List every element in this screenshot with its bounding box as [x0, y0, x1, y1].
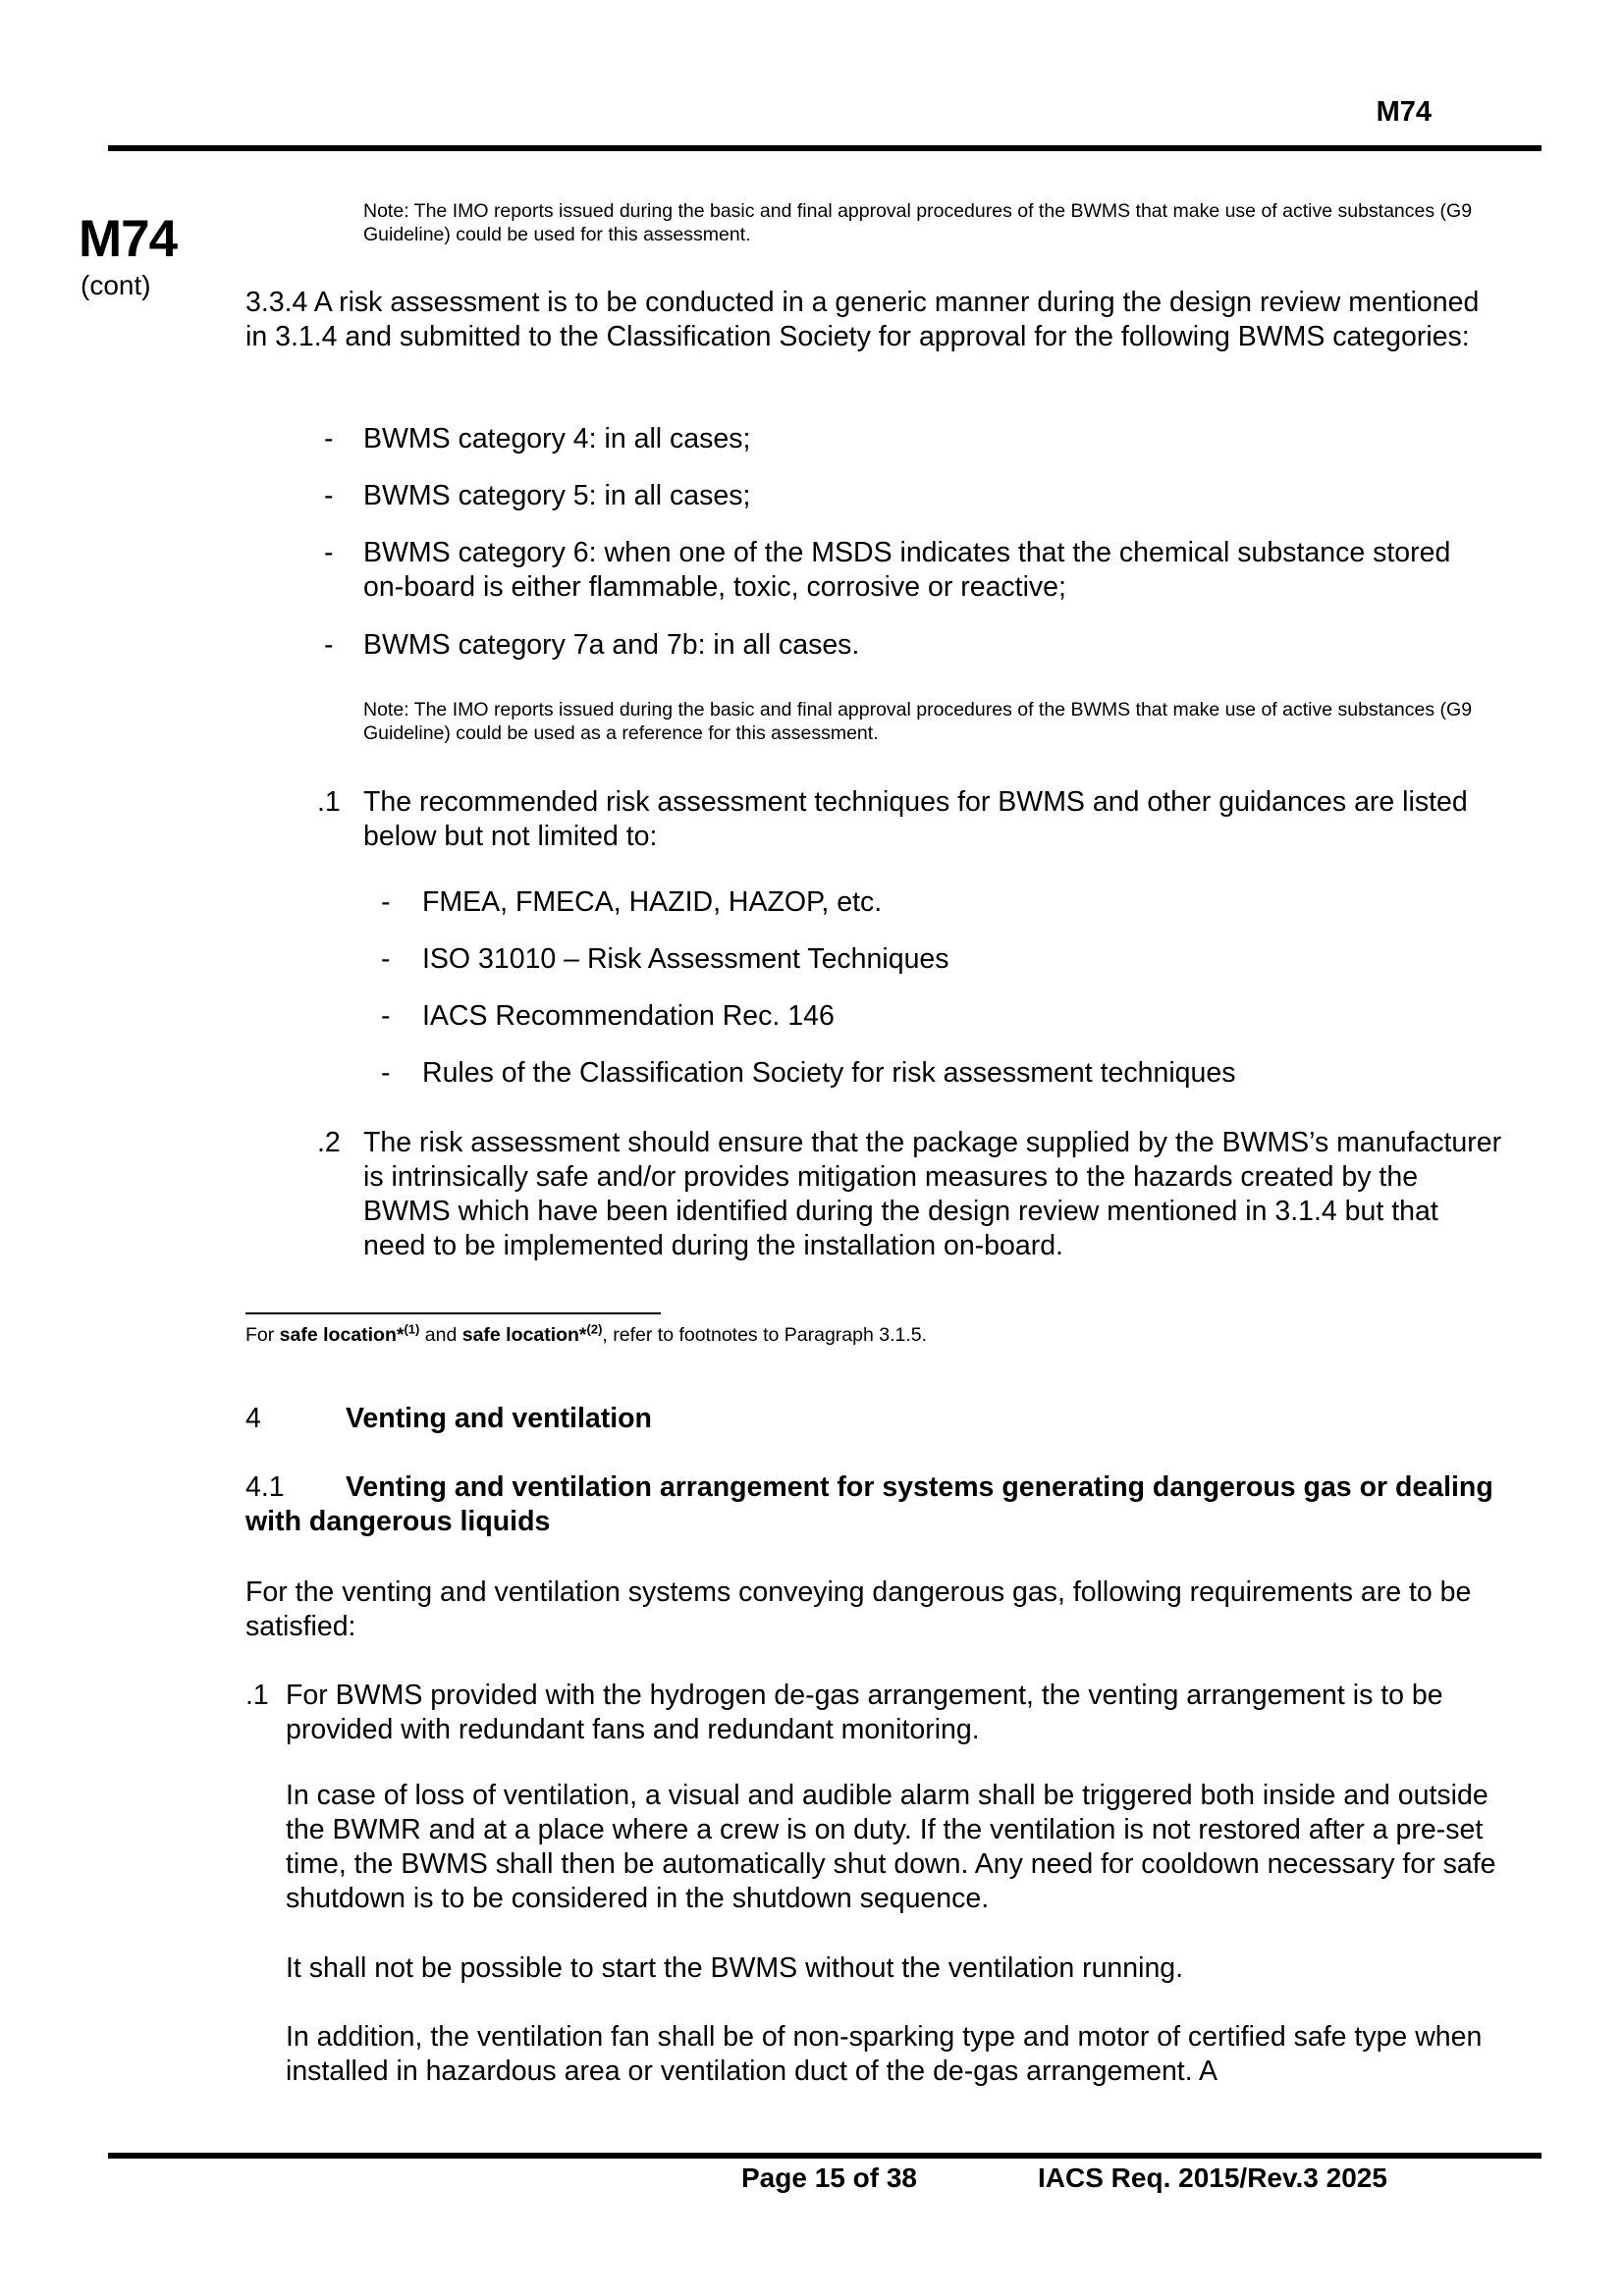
footer-rule [108, 2153, 1542, 2159]
header-code: M74 [1376, 96, 1432, 128]
list-item: BWMS category 5: in all cases; [363, 480, 751, 511]
list-dash: - [324, 423, 334, 454]
list-dash: - [381, 1000, 391, 1032]
req-1-p1: For BWMS provided with the hydrogen de-gas arrangement, the venting arrangement is to be provided with redundant fans and redundant monitoring. [286, 1680, 1443, 1745]
footnote-rule [245, 1312, 661, 1314]
list-item: BWMS category 6: when one of the MSDS indicates that the chemical substance stored on-board is either flammable, toxic, corrosive or reactive; [363, 537, 1451, 603]
list-item: BWMS category 7a and 7b: in all cases. [363, 629, 860, 661]
list-dash: - [381, 1057, 391, 1089]
section-4-title: Venting and ventilation [346, 1403, 652, 1434]
req-1-p4: In addition, the ventilation fan shall be of non-sparking type and motor of certified safe type when installed in hazardous area or ventilation duct of the de-gas arrangement. A [286, 2021, 1483, 2087]
section-4-1-number: 4.1 [245, 1471, 285, 1503]
list-dash: - [381, 943, 391, 975]
list-dash: - [324, 537, 334, 568]
req-1-number: .1 [245, 1680, 269, 1711]
list-item: ISO 31010 – Risk Assessment Techniques [422, 943, 949, 975]
list-dash: - [324, 480, 334, 511]
item-1-number: .1 [317, 786, 341, 818]
req-1-p2: In case of loss of ventilation, a visual and audible alarm shall be triggered both inside and outside the BWMR and at a place where a crew is on duty. If the ventilation is not restored after a pre-set time, the BWMS shall then be automatically shut down. Any need for cooldown necessary for safe shutdown is to be considered in the shutdown sequence. [286, 1780, 1496, 1914]
side-cont: (cont) [81, 270, 151, 300]
item-2-text: The risk assessment should ensure that the package supplied by the BWMS’s manufacturer is intrinsically safe and/or provides mitigation measures to the hazards created by the BWMS which have been identified during the design review mentioned in 3.1.4 but that need to be implemented during the installation on-board. [363, 1127, 1502, 1261]
page-number: Page 15 of 38 [741, 2163, 917, 2193]
list-item: FMEA, FMECA, HAZID, HAZOP, etc. [422, 886, 883, 918]
section-4-1-heading [245, 1470, 1502, 1539]
list-item: IACS Recommendation Rec. 146 [422, 1000, 835, 1032]
document-reference: IACS Req. 2015/Rev.3 2025 [1038, 2163, 1387, 2193]
list-dash: - [381, 886, 391, 918]
section-4-1-intro: For the venting and ventilation systems conveying dangerous gas, following requirements are to be satisfied: [245, 1576, 1472, 1642]
req-1-p3: It shall not be possible to start the BWMS without the ventilation running. [286, 1952, 1184, 1984]
note-1: Note: The IMO reports issued during the basic and final approval procedures of the BWMS that make use of active substances (G9 Guideline) could be used for this assessment. [363, 200, 1473, 245]
list-item: Rules of the Classification Society for risk assessment techniques [422, 1057, 1236, 1089]
section-4-number: 4 [245, 1403, 261, 1434]
paragraph-3-3-4: 3.3.4 A risk assessment is to be conducted in a generic manner during the design review mentioned in 3.1.4 and submitted to the Classification Society for approval for the following BWMS categories: [245, 287, 1480, 352]
footnote: For safe location*$^{(1)}$ and safe location*$^{(2)}$, refer to footnotes to Paragraph 3.1.5. [245, 1321, 928, 1346]
item-1-text: The recommended risk assessment techniques for BWMS and other guidances are listed below but not limited to: [363, 786, 1468, 852]
list-dash: - [324, 629, 334, 661]
note-2: Note: The IMO reports issued during the basic and final approval procedures of the BWMS that make use of active substances (G9 Guideline) could be used as a reference for this assessment. [363, 699, 1473, 744]
item-2-number: .2 [317, 1127, 341, 1158]
list-item: BWMS category 4: in all cases; [363, 423, 751, 454]
header-rule [108, 145, 1542, 151]
section-4-1-title: Venting and ventilation arrangement for systems generating dangerous gas or dealing with dangerous liquids [245, 1471, 1493, 1537]
side-code: M74 [79, 210, 178, 268]
